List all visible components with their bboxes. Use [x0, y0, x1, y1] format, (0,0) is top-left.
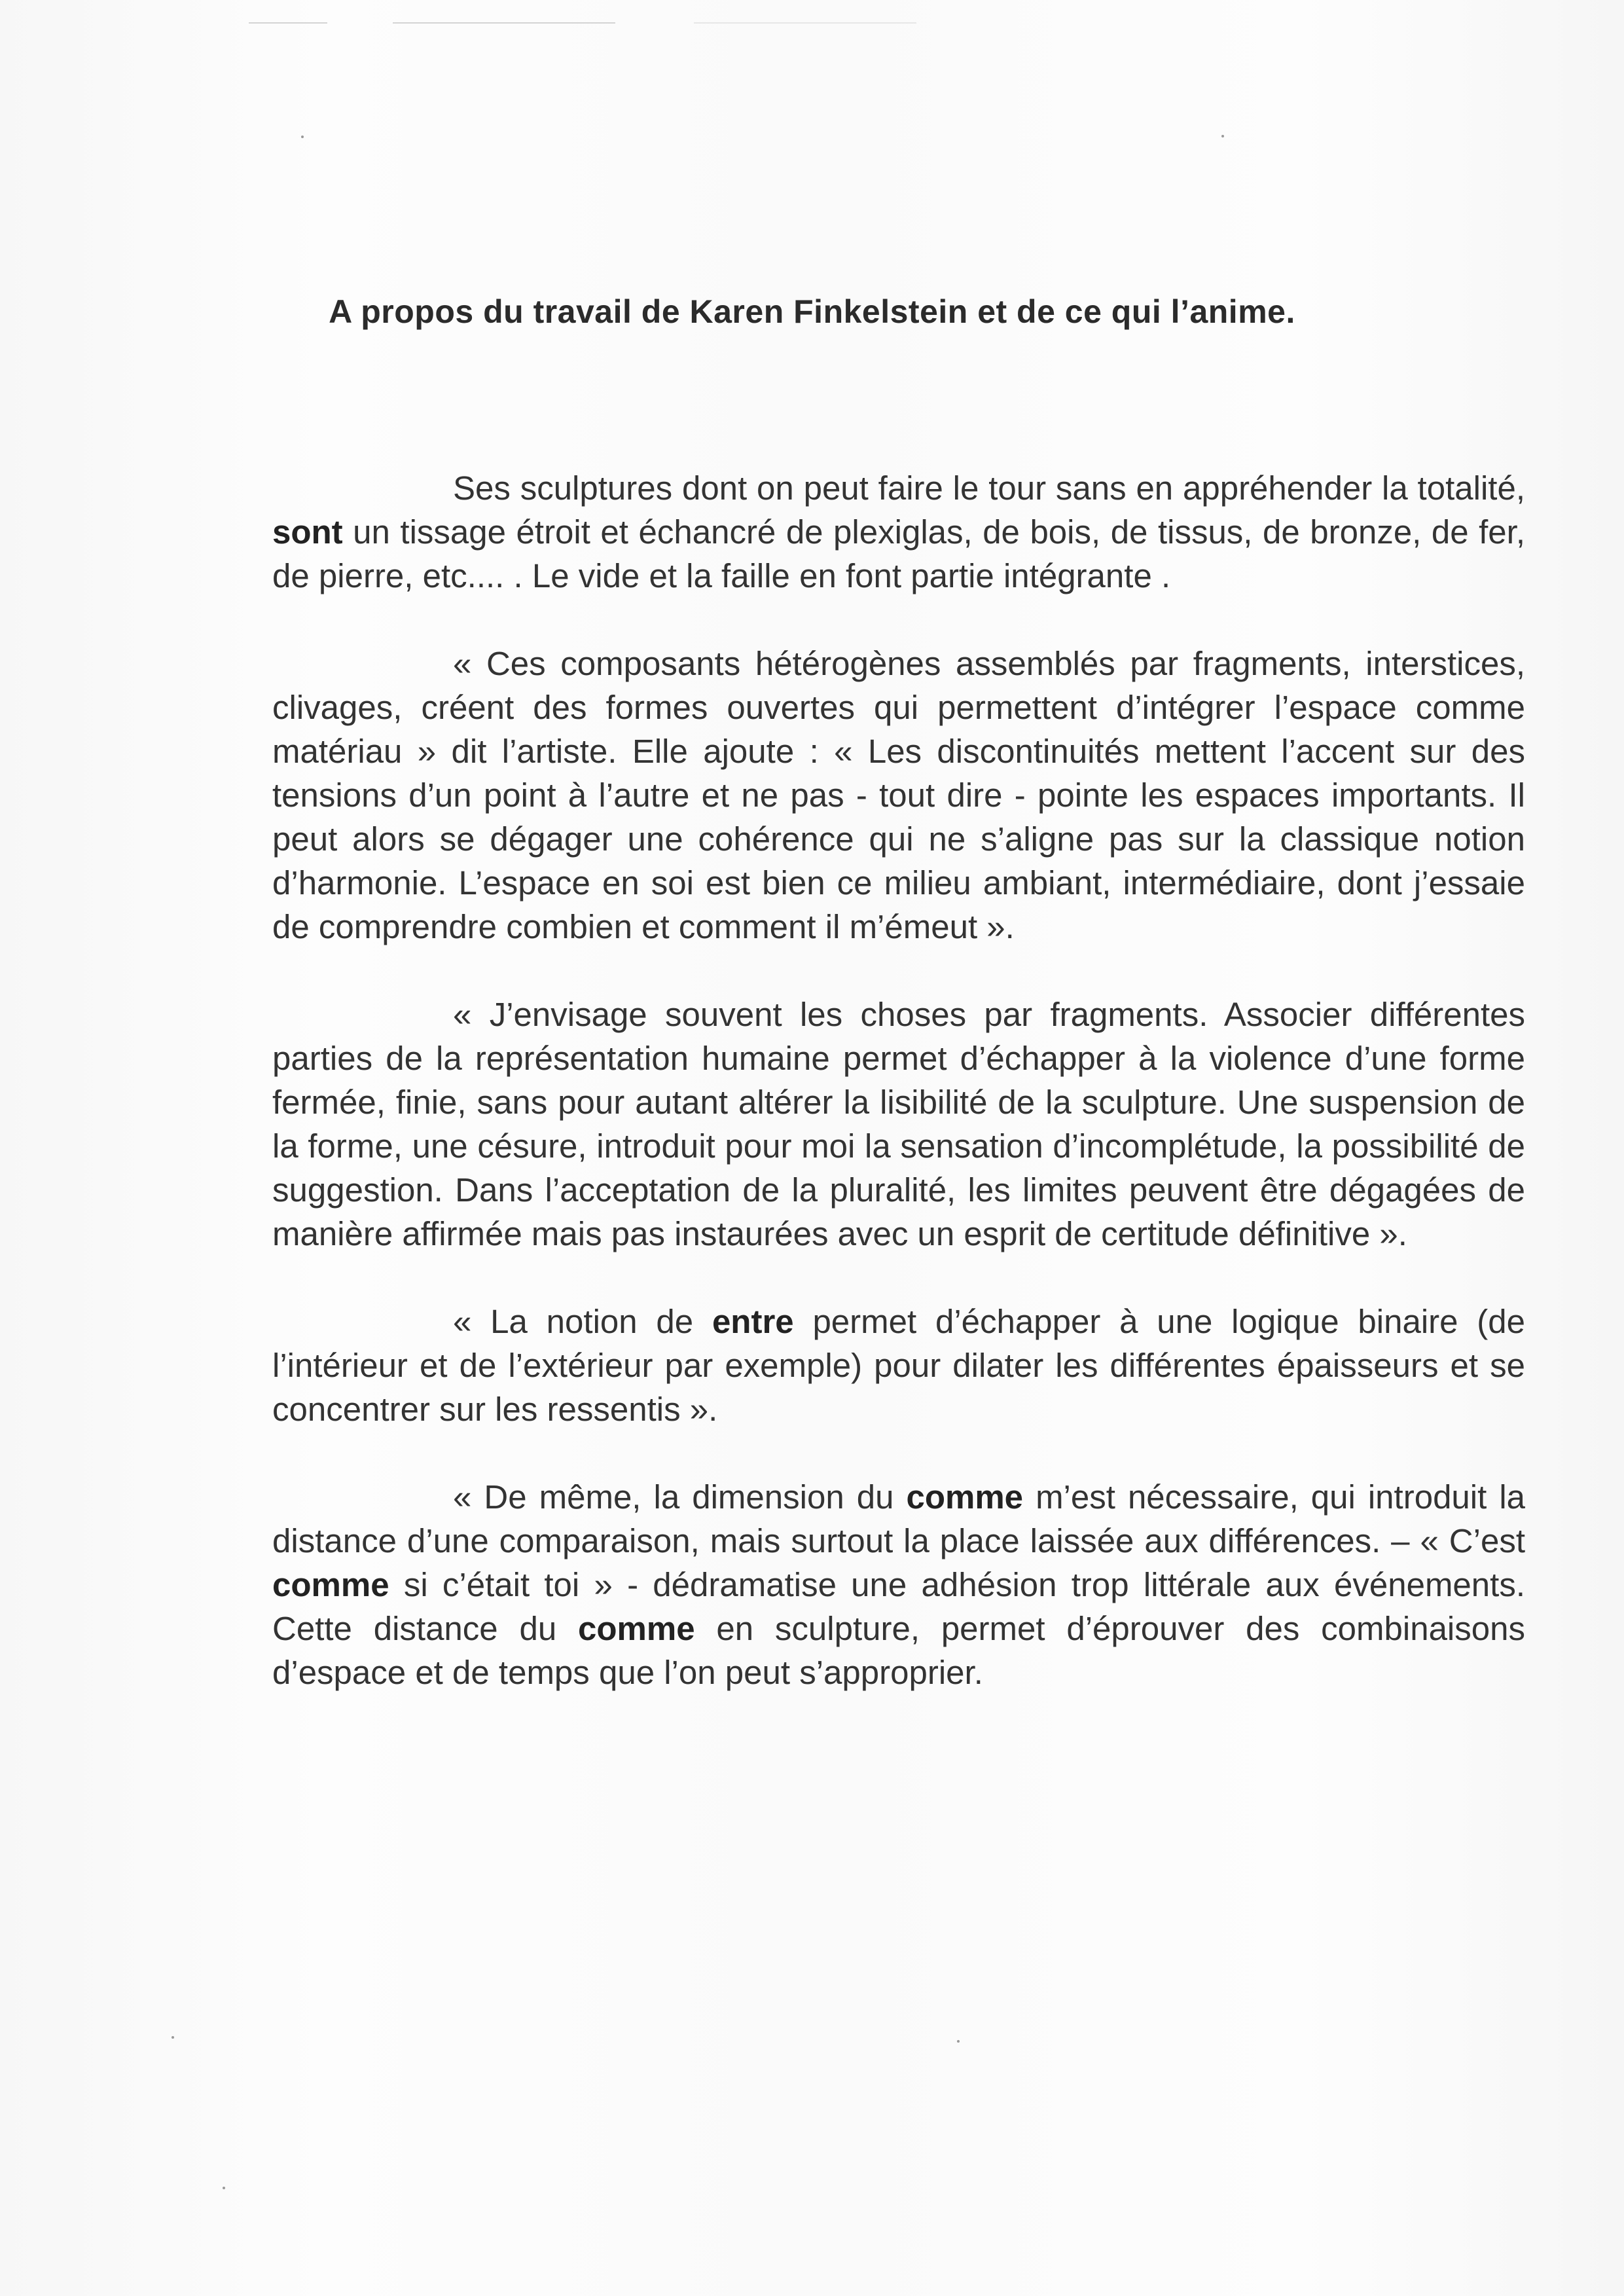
document-title: A propos du travail de Karen Finkelstein et de ce qui l’anime. [329, 293, 1295, 330]
paragraph [272, 466, 1525, 598]
text-run: « Ces composants hétérogènes assemblés par fragments, interstices, clivages, créent des formes ouvertes qui permettent d’intégrer l’espace comme matériau » dit l’artiste. Elle ajoute : « Les discontinuités mettent l’accent sur des tensions d’un point à l’autre et ne pas - tout dire - pointe les espaces importants. Il peut alors se dégager une cohérence qui ne s’aligne pas sur la classique notion d’harmonie. L’espace en soi est bien ce milieu ambiant, intermédiaire, dont j’essaie de comprendre combien et comment il m’émeut ». [272, 645, 1525, 945]
paragraph [272, 1475, 1525, 1694]
text-run: permet d’échapper à une logique binaire (de l’intérieur et de l’extérieur par exemple) pour dilater les différentes épaisseurs et se concentrer sur les ressentis ». [272, 1303, 1526, 1428]
scan-artifact-line [393, 22, 615, 24]
text-run: Ses sculptures dont on peut faire le tour sans en appréhender la totalité, [453, 469, 1525, 507]
text-run: un tissage étroit et échancré de plexiglas, de bois, de tissus, de bronze, de fer, de pierre, etc.... . Le vide et la faille en font partie intégrante . [272, 513, 1525, 594]
paragraph [272, 642, 1525, 949]
emphasized-word: comme [906, 1478, 1024, 1516]
scan-speck [301, 136, 304, 138]
scan-speck [223, 2187, 225, 2189]
scan-artifact-line [694, 22, 916, 24]
document-body [272, 466, 1525, 1738]
emphasized-word: comme [578, 1610, 695, 1647]
paragraph [272, 1300, 1525, 1431]
scan-speck [171, 2036, 174, 2039]
scan-speck [1221, 135, 1224, 137]
text-run: « La notion de [453, 1303, 712, 1340]
emphasized-word: comme [272, 1566, 389, 1603]
scan-speck [957, 2040, 960, 2043]
text-run: m’est nécessaire, qui introduit la distance d’une comparaison, mais surtout la place laissée aux différences. – « C’est [272, 1478, 1526, 1559]
text-run: « J’envisage souvent les choses par fragments. Associer différentes parties de la représentation humaine permet d’échapper à la violence d’une forme fermée, finie, sans pour autant altérer la lisibilité de la sculpture. Une suspension de la forme, une césure, introduit pour moi la sensation d’incomplétude, la possibilité de suggestion. Dans l’acceptation de la pluralité, les limites peuvent être dégagées de manière affirmée mais pas instaurées avec un esprit de certitude définitive ». [272, 996, 1525, 1252]
emphasized-word: sont [272, 513, 343, 551]
text-run: en sculpture, permet d’éprouver des combinaisons d’espace et de temps que l’on peut s’approprier. [272, 1610, 1525, 1691]
text-run: si c’était toi » - dédramatise une adhésion trop littérale aux événements. Cette distance du [272, 1566, 1525, 1647]
scan-artifact-line [249, 22, 327, 24]
emphasized-word: entre [712, 1303, 794, 1340]
paragraph [272, 993, 1525, 1256]
text-run: « De même, la dimension du [453, 1478, 907, 1516]
